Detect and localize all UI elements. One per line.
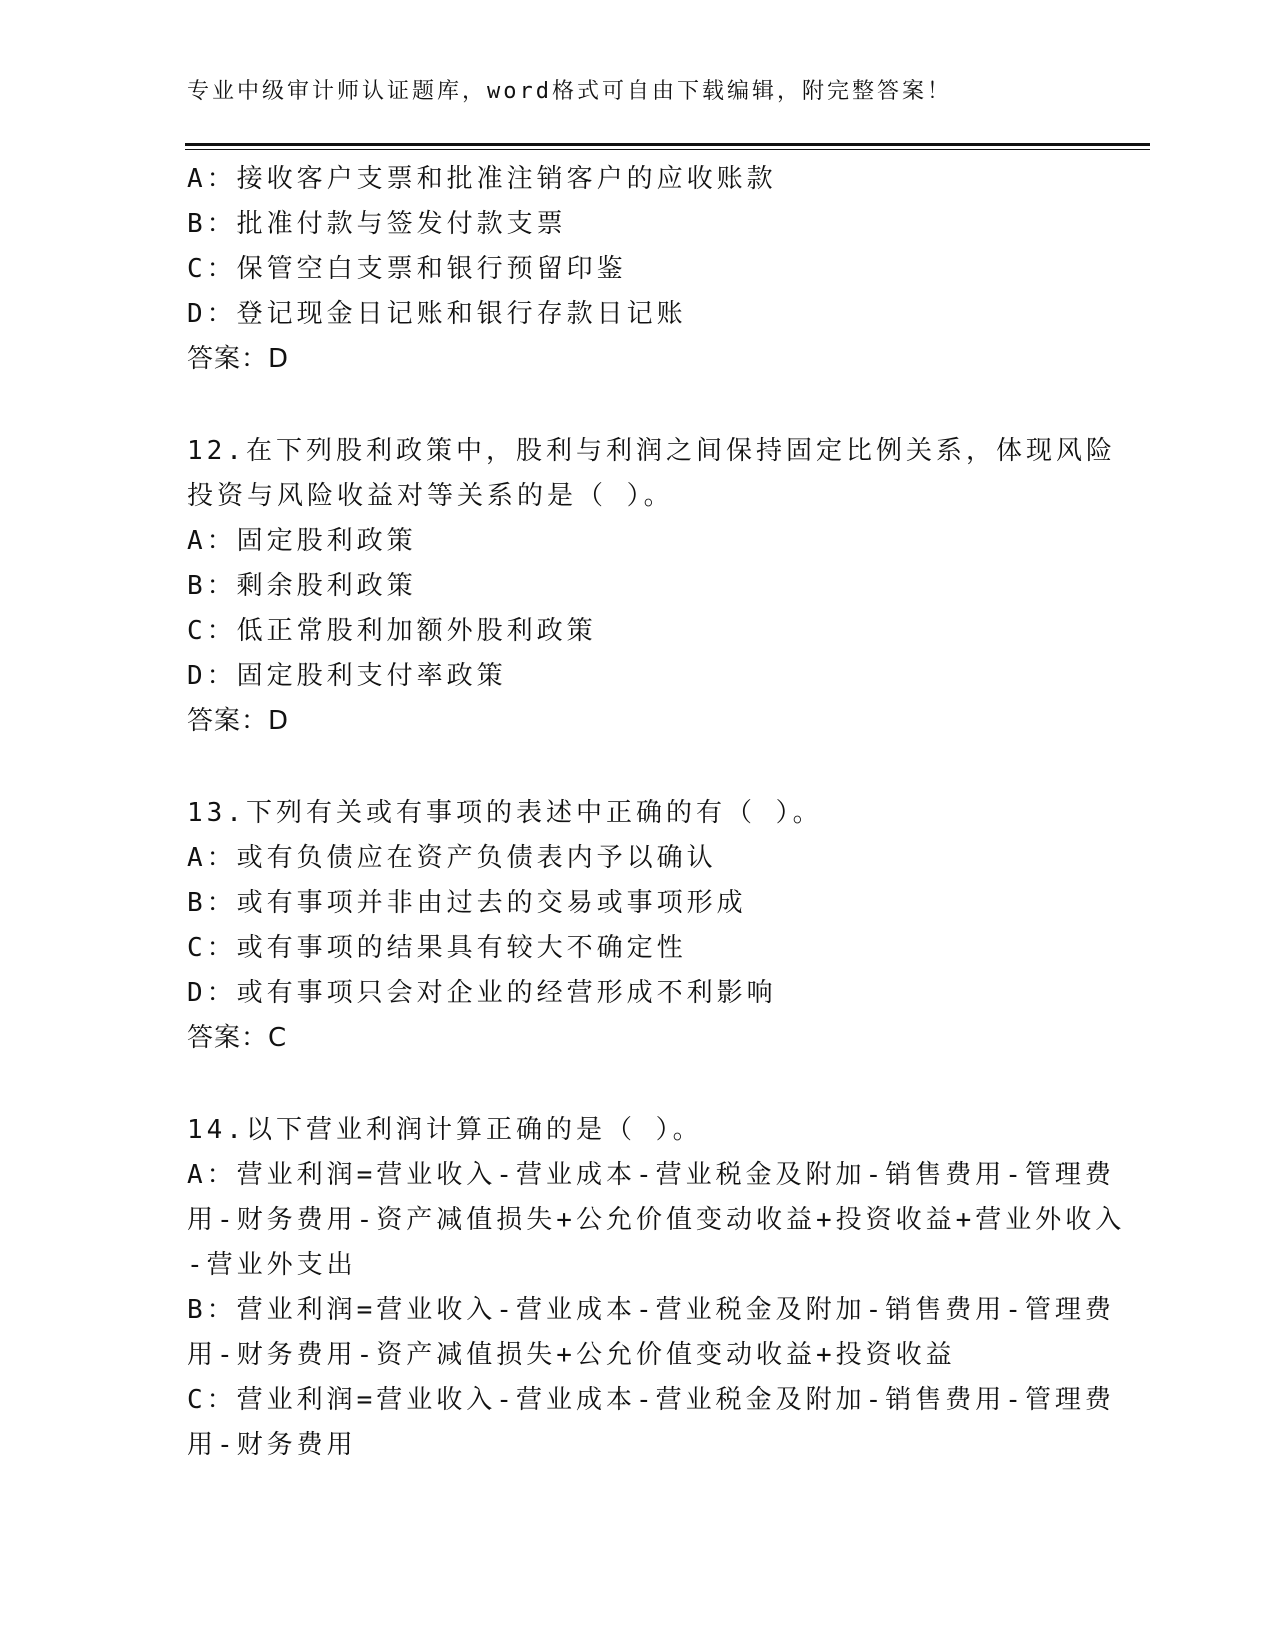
option-b: B：或有事项并非由过去的交易或事项形成: [187, 888, 747, 918]
header-rule-thick: [185, 143, 1150, 146]
option-a: A：营业利润=营业收入-营业成本-营业税金及附加-销售费用-管理费: [187, 1160, 1115, 1190]
option-d: D：固定股利支付率政策: [187, 661, 507, 691]
option-a: A：固定股利政策: [187, 526, 417, 556]
answer-line: 答案：D: [187, 706, 290, 736]
answer-line: 答案：D: [187, 344, 290, 374]
option-c-continued: 用-财务费用: [187, 1430, 357, 1460]
answer-line: 答案：C: [187, 1023, 288, 1053]
option-c: C：或有事项的结果具有较大不确定性: [187, 933, 687, 963]
question-stem: 12.在下列股利政策中，股利与利润之间保持固定比例关系，体现风险: [187, 436, 1116, 466]
option-d: D：登记现金日记账和银行存款日记账: [187, 299, 687, 329]
option-c: C：营业利润=营业收入-营业成本-营业税金及附加-销售费用-管理费: [187, 1385, 1115, 1415]
question-block-12: [187, 429, 1116, 744]
question-block-13: [187, 791, 1087, 1061]
option-b: B：营业利润=营业收入-营业成本-营业税金及附加-销售费用-管理费: [187, 1295, 1115, 1325]
option-b-continued: 用-财务费用-资产减值损失+公允价值变动收益+投资收益: [187, 1340, 956, 1370]
option-c: C：保管空白支票和银行预留印鉴: [187, 254, 627, 284]
option-a: A：接收客户支票和批准注销客户的应收账款: [187, 164, 777, 194]
header-rule-thin: [185, 149, 1150, 150]
question-list: [187, 157, 1126, 1468]
question-stem: 13.下列有关或有事项的表述中正确的有（ ）。: [187, 798, 823, 828]
option-a-continued: 用-财务费用-资产减值损失+公允价值变动收益+投资收益+营业外收入: [187, 1205, 1126, 1235]
question-stem: 投资与风险收益对等关系的是（ ）。: [187, 481, 674, 511]
option-a-continued: -营业外支出: [187, 1250, 357, 1280]
question-block-11: [187, 157, 1087, 382]
option-d: D：或有事项只会对企业的经营形成不利影响: [187, 978, 777, 1008]
option-b: B：剩余股利政策: [187, 571, 417, 601]
page-header: 专业中级审计师认证题库，word格式可自由下载编辑，附完整答案！: [187, 79, 952, 104]
question-stem: 14.以下营业利润计算正确的是（ ）。: [187, 1115, 703, 1145]
option-b: B：批准付款与签发付款支票: [187, 209, 567, 239]
option-a: A：或有负债应在资产负债表内予以确认: [187, 843, 717, 873]
option-c: C：低正常股利加额外股利政策: [187, 616, 597, 646]
question-block-14: [187, 1108, 1126, 1468]
